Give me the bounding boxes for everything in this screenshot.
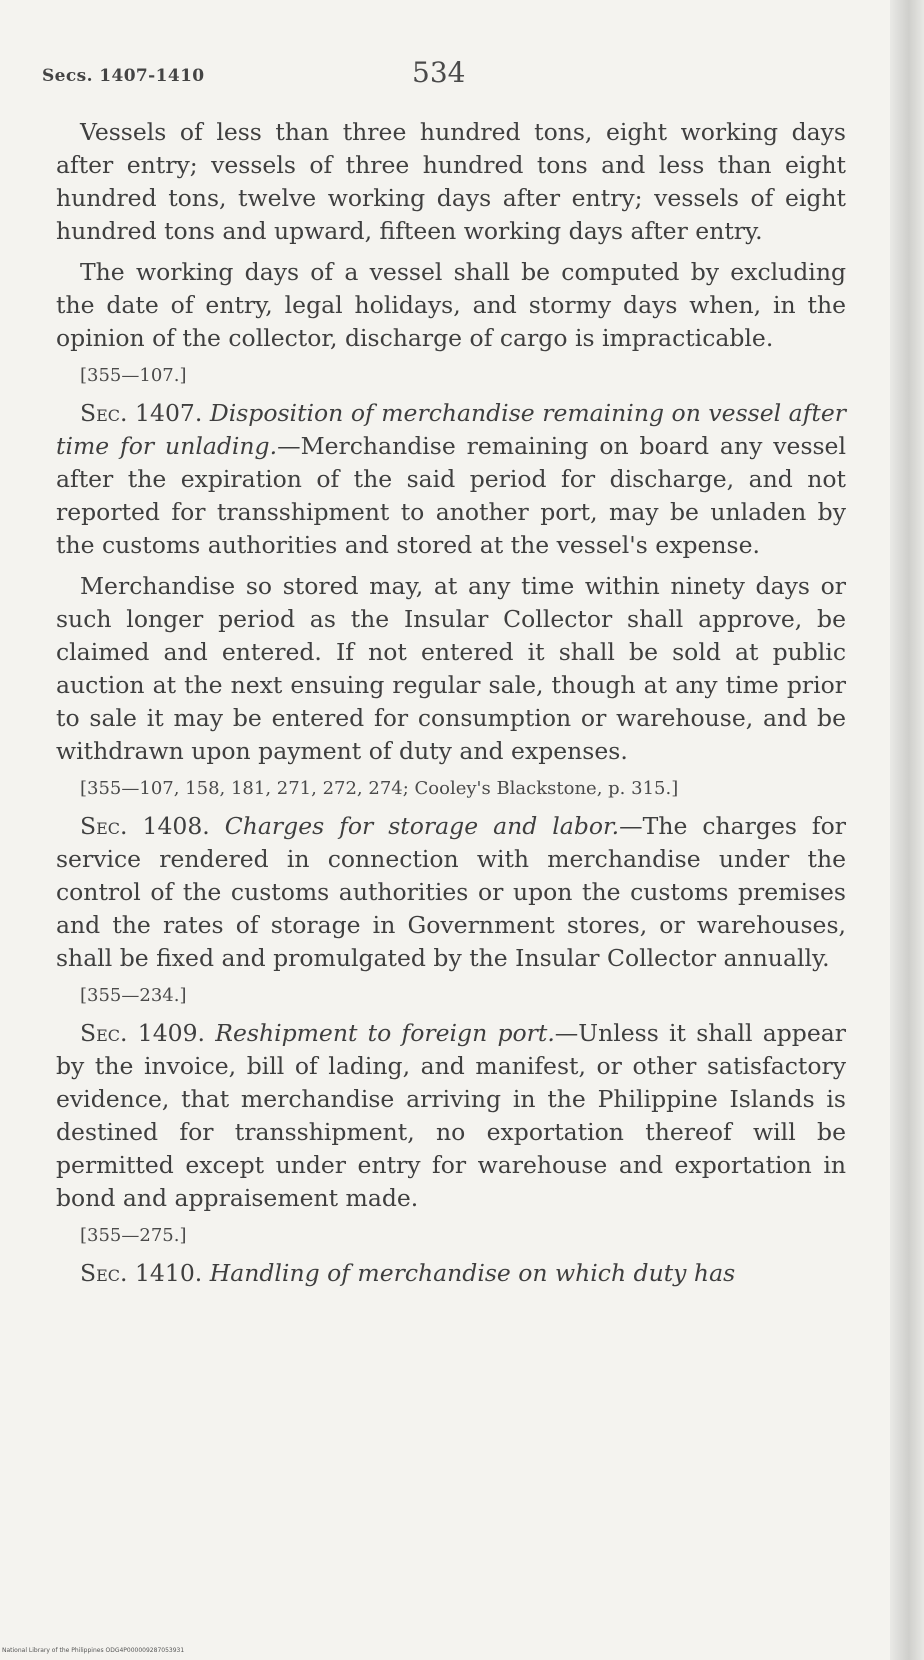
section-1410-label: Sec. 1410. bbox=[80, 1259, 203, 1287]
section-1407 bbox=[56, 397, 846, 562]
section-1407-text: —Merchandise remaining on board any vessel after the expiration of the said period for discharge, and not reported for transshipment to another port, may be unladen by the customs authorities and stored at the vessel's expense. bbox=[56, 432, 846, 559]
section-1408-title: Charges for storage and labor. bbox=[224, 812, 620, 840]
section-1407-title: Disposition of merchandise remaining on vessel after time for unlading. bbox=[56, 399, 846, 460]
section-1408-text: —The charges for service rendered in connection with merchandise under the control of the customs authorities or upon the customs premises and the rates of storage in Government stores, or warehouses, shall be fixed and promulgated by the Insular Collector annually. bbox=[56, 812, 846, 972]
citation-1: [355—107.] bbox=[80, 365, 187, 386]
section-1408-label: Sec. 1408. bbox=[80, 812, 210, 840]
citation-4: [355—275.] bbox=[80, 1225, 187, 1246]
section-1409-label: Sec. 1409. bbox=[80, 1019, 206, 1047]
section-range-header: Secs. 1407-1410 bbox=[42, 66, 205, 86]
section-1407-label: Sec. 1407. bbox=[80, 399, 203, 427]
citation-3: [355—234.] bbox=[80, 985, 187, 1006]
section-1409-title: Reshipment to foreign port. bbox=[215, 1019, 555, 1047]
section-1408 bbox=[56, 810, 846, 975]
paragraph-stored-merchandise: Merchandise so stored may, at any time within ninety days or such longer period as the Insular Collector shall approve, be claimed and entered. If not entered it shall be sold at public auction at the next ensuing regular sale, though at any time prior to sale it may be entered for consumption or warehouse, and be withdrawn upon payment of duty and expenses. bbox=[56, 572, 846, 765]
section-1409-text: —Unless it shall appear by the invoice, bill of lading, and manifest, or other satisfactory evidence, that merchandise arriving in the Philippine Islands is destined for transshipment, no exportation thereof will be permitted except under entry for warehouse and exportation in bond and appraisement made. bbox=[56, 1019, 846, 1212]
body-text bbox=[56, 116, 846, 1290]
section-1410-title: Handling of merchandise on which duty has bbox=[209, 1259, 736, 1287]
section-1409 bbox=[56, 1017, 846, 1215]
paragraph-working-days: Vessels of less than three hundred tons, eight working days after entry; vessels of three hundred tons and less than eight hundred tons, twelve working days after entry; vessels of eight hundred tons and upward, fifteen working days after entry. bbox=[56, 118, 846, 245]
page-number: 534 bbox=[412, 56, 466, 89]
section-1410 bbox=[56, 1257, 846, 1290]
archive-footer: National Library of the Philippines ODG4P000009287053931 bbox=[2, 1647, 185, 1654]
paragraph-computation: The working days of a vessel shall be computed by excluding the date of entry, legal holidays, and stormy days when, in the opinion of the collector, discharge of cargo is impracticable. bbox=[56, 258, 846, 352]
citation-2: [355—107, 158, 181, 271, 272, 274; Cooley's Blackstone, p. 315.] bbox=[80, 778, 679, 799]
